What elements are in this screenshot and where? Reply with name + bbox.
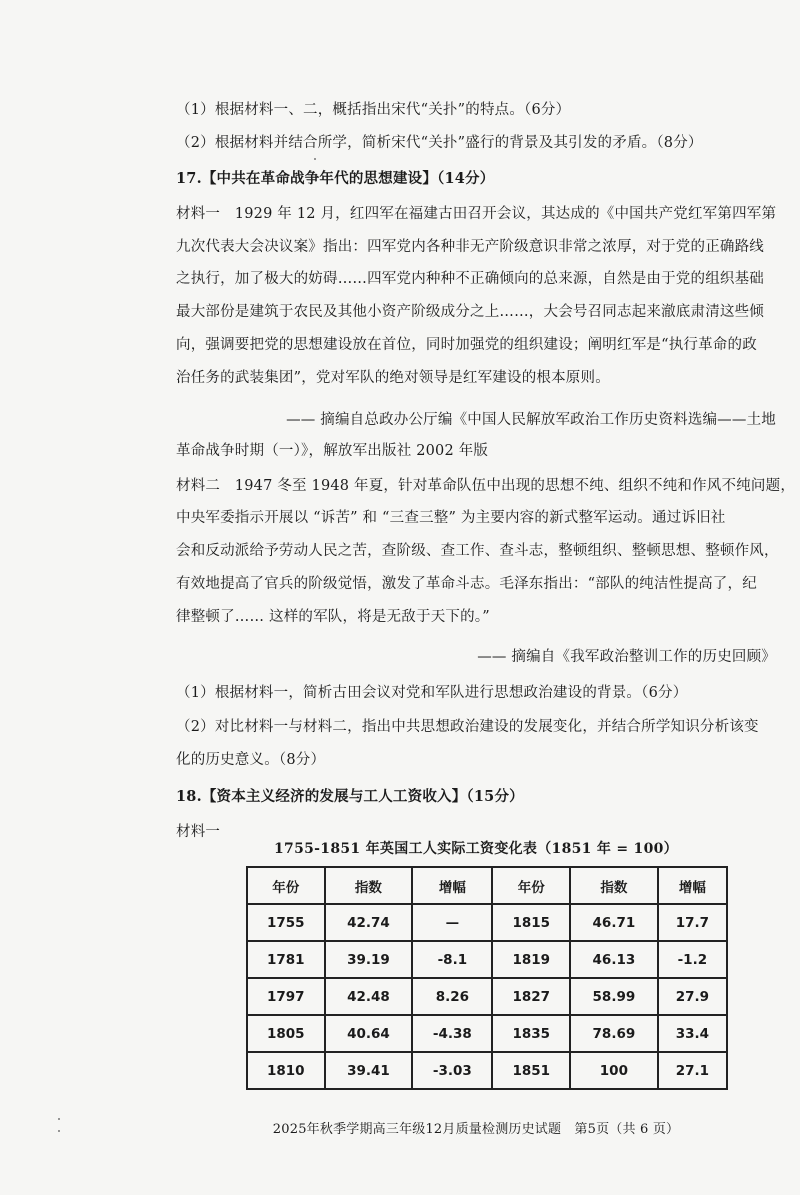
column-header: 年份	[492, 867, 570, 904]
column-header: 年份	[247, 867, 325, 904]
table-cell: 27.9	[658, 978, 727, 1015]
column-header: 增幅	[658, 867, 727, 904]
q17-sub1: （1）根据材料一，简析古田会议对党和军队进行思想政治建设的背景。（6分）	[176, 685, 688, 701]
table-cell: 1815	[492, 904, 570, 941]
table-cell: 39.19	[325, 941, 413, 978]
table-cell: 39.41	[325, 1052, 413, 1089]
table-cell: 1797	[247, 978, 325, 1015]
table-cell: -8.1	[412, 941, 492, 978]
scan-speck	[58, 1118, 60, 1120]
q17-material1-line: 最大部份是建筑于农民及其他小资产阶级成分之上……，大会号召同志起来澈底肃清这些倾	[176, 304, 764, 320]
q17-material1-line: 治任务的武装集团”，党对军队的绝对领导是红军建设的根本原则。	[176, 370, 610, 386]
q18-material1-label: 材料一	[176, 824, 221, 840]
table-cell: 1835	[492, 1015, 570, 1052]
table-cell: 1810	[247, 1052, 325, 1089]
q17-material2-line: 律整顿了…… 这样的军队，将是无敌于天下的。”	[176, 609, 490, 625]
q17-material1-line: 材料一 1929 年 12 月，红四军在福建古田召开会议，其达成的《中国共产党红军第四军第	[176, 206, 777, 222]
q17-sub2-line2: 化的历史意义。（8分）	[176, 752, 326, 768]
table-cell: 1819	[492, 941, 570, 978]
table-cell: -1.2	[658, 941, 727, 978]
q18-heading: 18.【资本主义经济的发展与工人工资收入】（15分）	[176, 788, 524, 805]
q17-source1-line1: —— 摘编自总政办公厅编《中国人民解放军政治工作历史资料选编——土地	[286, 412, 776, 428]
table-cell: 33.4	[658, 1015, 727, 1052]
table-cell: 100	[570, 1052, 658, 1089]
table-row	[247, 904, 727, 941]
scan-speck	[314, 158, 316, 160]
table-row	[247, 978, 727, 1015]
q16-sub1: （1）根据材料一、二，概括指出宋代“关扑”的特点。（6分）	[176, 102, 571, 118]
q16-sub2: （2）根据材料并结合所学，简析宋代“关扑”盛行的背景及其引发的矛盾。（8分）	[176, 135, 703, 151]
q17-source1-line2: 革命战争时期（一）》，解放军出版社 2002 年版	[176, 443, 489, 459]
table-row	[247, 941, 727, 978]
table-cell: 27.1	[658, 1052, 727, 1089]
q17-material1-line: 之执行，加了极大的妨碍……四军党内种种不正确倾向的总来源，自然是由于党的组织基础	[176, 271, 764, 287]
table-cell: 1851	[492, 1052, 570, 1089]
q17-sub2-line1: （2）对比材料一与材料二，指出中共思想政治建设的发展变化，并结合所学知识分析该变	[176, 719, 759, 735]
table-cell: 46.71	[570, 904, 658, 941]
q17-source2: —— 摘编自《我军政治整训工作的历史回顾》	[477, 649, 776, 665]
table-cell: —	[412, 904, 492, 941]
table-cell: 42.74	[325, 904, 413, 941]
column-header: 指数	[325, 867, 413, 904]
table-cell: -3.03	[412, 1052, 492, 1089]
table-cell: 1827	[492, 978, 570, 1015]
wage-table-title: 1755-1851 年英国工人实际工资变化表（1851 年 = 100）	[274, 841, 678, 857]
q17-material2-line: 中央军委指示开展以 “诉苦” 和 “三查三整” 为主要内容的新式整军运动。通过诉旧社	[176, 510, 726, 526]
table-cell: 17.7	[658, 904, 727, 941]
q17-material2-line: 有效地提高了官兵的阶级觉悟，激发了革命斗志。毛泽东指出：“部队的纯洁性提高了，纪	[176, 576, 757, 592]
q17-material1-line: 九次代表大会决议案》指出：四军党内各种非无产阶级意识非常之浓厚，对于党的正确路线	[176, 239, 764, 255]
q17-material2-line: 材料二 1947 冬至 1948 年夏，针对革命队伍中出现的思想不纯、组织不纯和作风不纯问题，	[176, 478, 796, 494]
table-cell: 1805	[247, 1015, 325, 1052]
table-header-row	[247, 867, 727, 904]
table-cell: 1781	[247, 941, 325, 978]
table-cell: 40.64	[325, 1015, 413, 1052]
q17-heading: 17.【中共在革命战争年代的思想建设】（14分）	[176, 170, 495, 187]
table-cell: 46.13	[570, 941, 658, 978]
page-footer: 2025年秋季学期高三年级12月质量检测历史试题 第5页（共 6 页）	[272, 1122, 680, 1137]
table-cell: 8.26	[412, 978, 492, 1015]
q17-material1-line: 向，强调要把党的思想建设放在首位，同时加强党的组织建设；阐明红军是“执行革命的政	[176, 337, 757, 353]
table-cell: 42.48	[325, 978, 413, 1015]
wage-table	[246, 866, 728, 1090]
table-row	[247, 1052, 727, 1089]
table-cell: 1755	[247, 904, 325, 941]
column-header: 指数	[570, 867, 658, 904]
table-cell: -4.38	[412, 1015, 492, 1052]
column-header: 增幅	[412, 867, 492, 904]
table-cell: 78.69	[570, 1015, 658, 1052]
table-row	[247, 1015, 727, 1052]
q17-material2-line: 会和反动派给予劳动人民之苦，查阶级、查工作、查斗志，整顿组织、整顿思想、整顿作风，	[176, 543, 779, 559]
scan-speck	[58, 1130, 60, 1132]
table-cell: 58.99	[570, 978, 658, 1015]
